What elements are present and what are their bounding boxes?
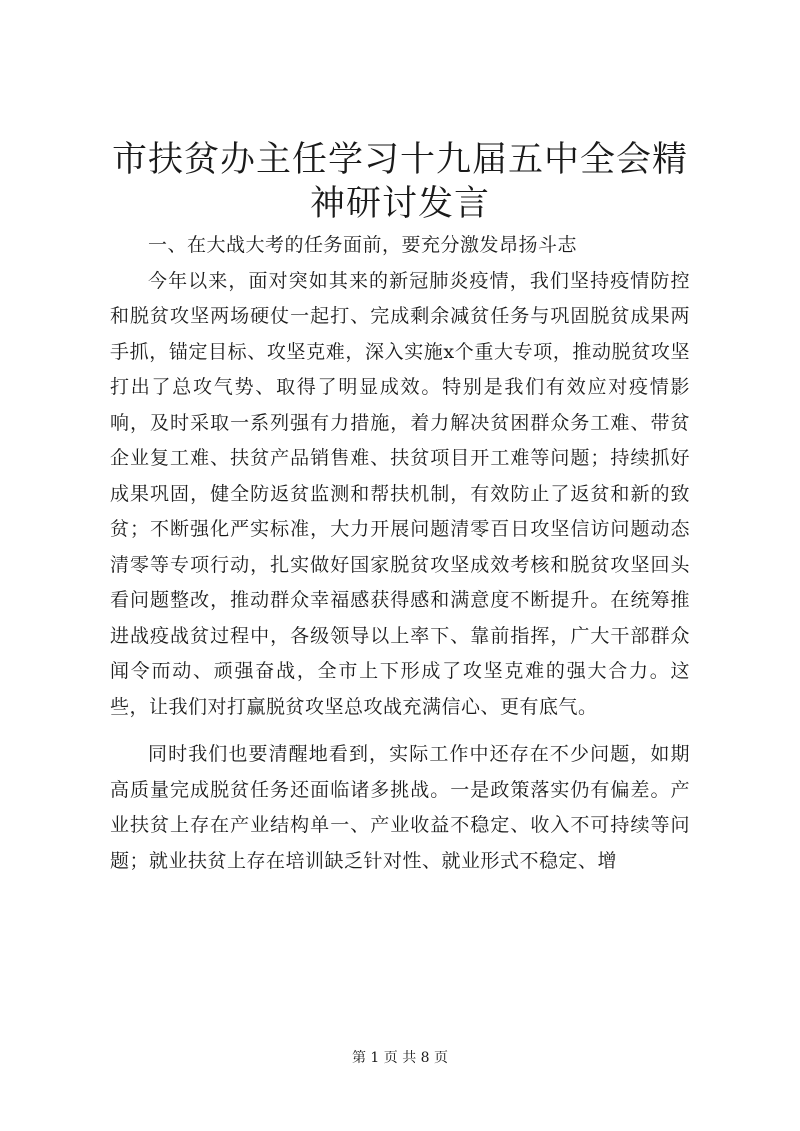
section-heading: 一、在大战大考的任务面前，要充分激发昂扬斗志	[148, 234, 578, 256]
paragraph-2: 同时我们也要清醒地看到，实际工作中还存在不少问题，如期高质量完成脱贫任务还面临诸多挑战。一是政策落实仍有偏差。产业扶贫上存在产业结构单一、产业收益不稳定、收入不可持续等问题；就业扶贫上存在培训缺乏针对性、就业形式不稳定、增	[110, 743, 690, 872]
page-number: 第 1 页 共 8 页	[351, 1050, 449, 1066]
document-body	[110, 228, 690, 879]
paragraph-1: 今年以来，面对突如其来的新冠肺炎疫情，我们坚持疫情防控和脱贫攻坚两场硬仗一起打、完成剩余减贫任务与巩固脱贫成果两手抓，锚定目标、攻坚克难，深入实施x个重大专项，推动脱贫攻坚打出了总攻气势、取得了明显成效。特别是我们有效应对疫情影响，及时采取一系列强有力措施，着力解决贫困群众务工难、带贫企业复工难、扶贫产品销售难、扶贫项目开工难等问题；持续抓好成果巩固，健全防返贫监测和帮扶机制，有效防止了返贫和新的致贫；不断强化严实标准，大力开展问题清零百日攻坚信访问题动态清零等专项行动，扎实做好国家脱贫攻坚成效考核和脱贫攻坚回头看问题整改，推动群众幸福感获得感和满意度不断提升。在统筹推进战疫战贫过程中，各级领导以上率下、靠前指挥，广大干部群众闻令而动、顽强奋战，全市上下形成了攻坚克难的强大合力。这些，让我们对打赢脱贫攻坚总攻战充满信心、更有底气。	[110, 269, 690, 718]
document-title: 市扶贫办主任学习十九届五中全会精神研讨发言	[111, 140, 688, 224]
